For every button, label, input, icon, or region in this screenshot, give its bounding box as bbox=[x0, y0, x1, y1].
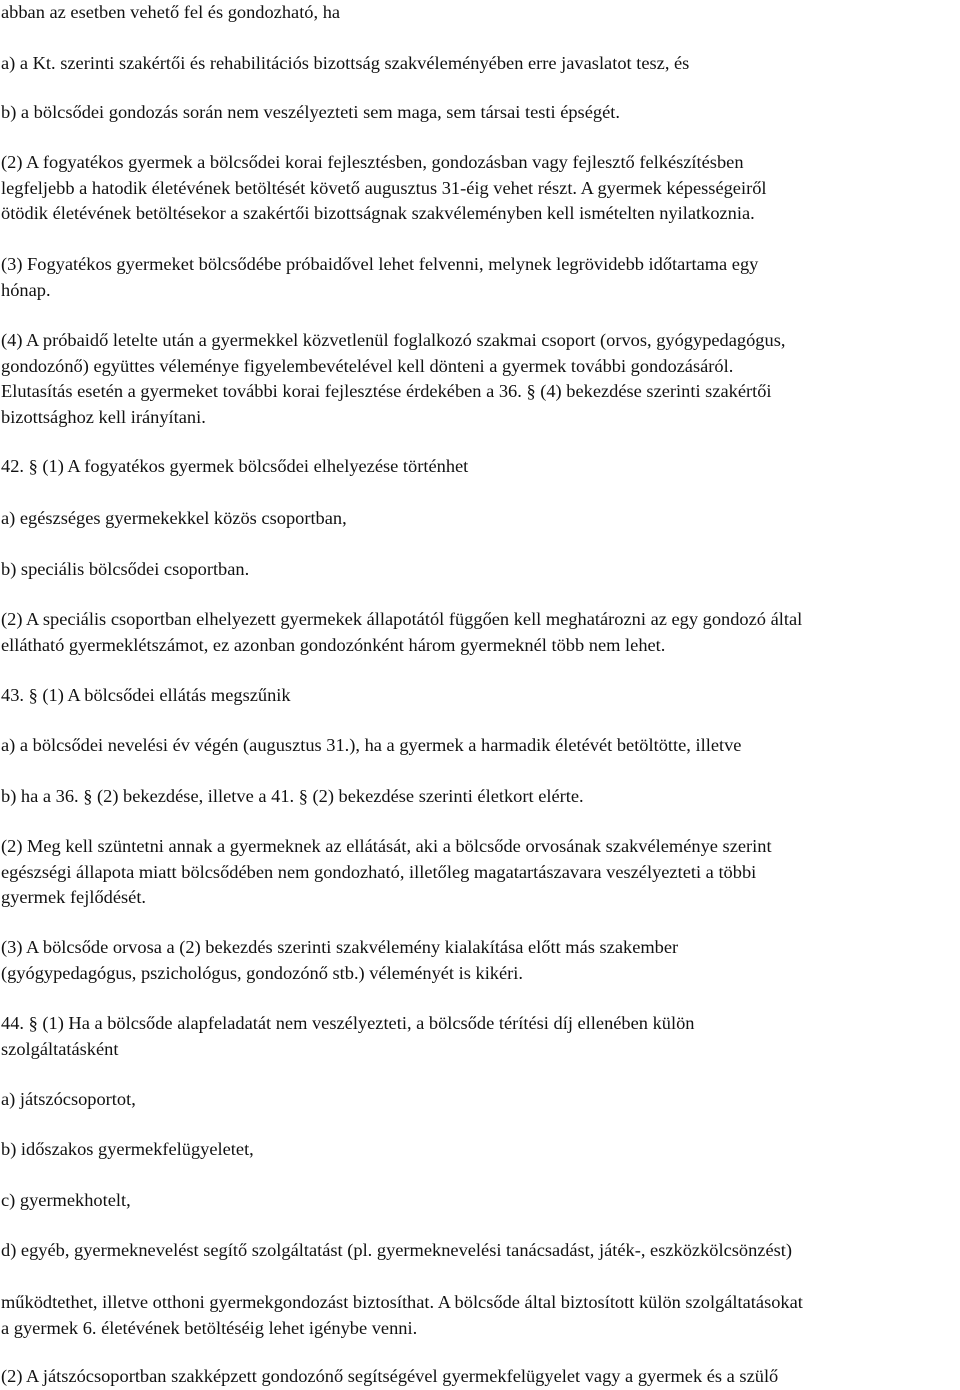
text-line: működtethet, illetve otthoni gyermekgondozást biztosíthat. A bölcsőde által biztosított külön szolgáltatásokat bbox=[1, 1292, 803, 1312]
paragraph-intro bbox=[1, 0, 959, 26]
paragraph-item-b bbox=[1, 100, 959, 126]
paragraph-44-1-b bbox=[1, 1137, 959, 1163]
paragraph-44-1-d bbox=[1, 1238, 959, 1264]
text-line: egészségi állapota miatt bölcsődében nem gondozható, illetőleg magatartászavara veszélyezteti a többi bbox=[1, 861, 757, 882]
text-line: szolgáltatásként bbox=[1, 1038, 119, 1059]
paragraph-42-1-a bbox=[1, 506, 959, 532]
paragraph-43-1-b bbox=[1, 784, 959, 810]
text-line: a) játszócsoportot, bbox=[1, 1089, 136, 1109]
text-line: (2) A speciális csoportban elhelyezett gyermekek állapotától függően kell meghatározni az egy gondozó által bbox=[1, 609, 803, 629]
text-line: (3) Fogyatékos gyermeket bölcsődébe próbaidővel lehet felvenni, melynek legrövidebb időtartama egy bbox=[1, 254, 759, 274]
text-line: a) egészséges gyermekekkel közös csoportban, bbox=[1, 508, 347, 528]
paragraph-43-1-a bbox=[1, 733, 959, 759]
paragraph-44-1 bbox=[1, 1011, 959, 1062]
text-line: (3) A bölcsőde orvosa a (2) bekezdés szerinti szakvélemény kialakítása előtt más szakember bbox=[1, 937, 679, 957]
text-line: 42. § (1) A fogyatékos gyermek bölcsődei elhelyezése történhet bbox=[1, 456, 469, 476]
paragraph-41-2 bbox=[1, 150, 959, 227]
text-line: a) a Kt. szerinti szakértői és rehabilitációs bizottság szakvéleményében erre javaslatot tesz, és bbox=[1, 53, 690, 73]
text-line: 44. § (1) Ha a bölcsőde alapfeladatát nem veszélyezteti, a bölcsőde térítési díj ellenében külön bbox=[1, 1013, 695, 1033]
text-line: gondozónő) együttes véleménye figyelembevételével kell dönteni a gyermek további gondozásáról. bbox=[1, 355, 734, 376]
text-line: b) a bölcsődei gondozás során nem veszélyezteti sem maga, sem társai testi épségét. bbox=[1, 102, 620, 122]
paragraph-43-1 bbox=[1, 683, 959, 709]
text-line: d) egyéb, gyermeknevelést segítő szolgáltatást (pl. gyermeknevelési tanácsadást, játék-, eszközkölcsönzést) bbox=[1, 1240, 793, 1260]
text-line: hónap. bbox=[1, 279, 51, 300]
text-line: ötödik életévének betöltésekor a szakértői bizottságnak szakvéleményben kell ismételten nyilatkoznia. bbox=[1, 203, 755, 223]
text-line: c) gyermekhotelt, bbox=[1, 1190, 131, 1210]
paragraph-44-1-c bbox=[1, 1188, 959, 1214]
paragraph-41-3 bbox=[1, 252, 959, 303]
text-line: a gyermek 6. életévének betöltéséig lehet igénybe venni. bbox=[1, 1317, 418, 1338]
paragraph-44-1-tail bbox=[1, 1290, 959, 1341]
paragraph-41-4 bbox=[1, 328, 959, 430]
text-line: a) a bölcsődei nevelési év végén (augusztus 31.), ha a gyermek a harmadik életévét betöltötte, illetve bbox=[1, 735, 742, 755]
paragraph-42-2 bbox=[1, 607, 959, 658]
text-line: gyermek fejlődését. bbox=[1, 887, 147, 907]
paragraph-42-1-b bbox=[1, 557, 959, 583]
paragraph-43-2 bbox=[1, 834, 959, 911]
text-line: ellátható gyermeklétszámot, ez azonban gondozónként három gyermeknél több nem lehet. bbox=[1, 634, 666, 655]
text-line: (4) A próbaidő letelte után a gyermekkel közvetlenül foglalkozó szakmai csoport (orvos, gyógypedagógus, bbox=[1, 330, 786, 350]
text-line: legfeljebb a hatodik életévének betöltését követő augusztus 31-éig vehet részt. A gyermek képességeiről bbox=[1, 177, 767, 198]
text-line: (2) A játszócsoportban szakképzett gondozónő segítségével gyermekfelügyelet vagy a gyermek és a szülő bbox=[1, 1366, 779, 1386]
paragraph-item-a bbox=[1, 51, 959, 77]
paragraph-44-1-a bbox=[1, 1087, 959, 1113]
text-line: b) ha a 36. § (2) bekezdése, illetve a 41. § (2) bekezdése szerinti életkort elérte. bbox=[1, 786, 584, 806]
text-line: b) időszakos gyermekfelügyeletet, bbox=[1, 1139, 254, 1159]
paragraph-44-2 bbox=[1, 1364, 959, 1390]
text-line: bizottsághoz kell irányítani. bbox=[1, 406, 206, 427]
text-line: abban az esetben vehető fel és gondozható, ha bbox=[1, 2, 341, 22]
text-line: (gyógypedagógus, pszichológus, gondozónő stb.) véleményét is kikéri. bbox=[1, 962, 523, 983]
text-line: b) speciális bölcsődei csoportban. bbox=[1, 559, 250, 579]
text-line: Elutasítás esetén a gyermeket további korai fejlesztése érdekében a 36. § (4) bekezdése szerinti szakértői bbox=[1, 381, 772, 401]
paragraph-43-3 bbox=[1, 935, 959, 986]
text-line: 43. § (1) A bölcsődei ellátás megszűnik bbox=[1, 685, 291, 705]
text-line: (2) Meg kell szüntetni annak a gyermeknek az ellátását, aki a bölcsőde orvosának szakvéleménye szerint bbox=[1, 836, 772, 856]
paragraph-42-1 bbox=[1, 454, 959, 480]
text-line: (2) A fogyatékos gyermek a bölcsődei korai fejlesztésben, gondozásban vagy fejlesztő felkészítésben bbox=[1, 152, 744, 172]
